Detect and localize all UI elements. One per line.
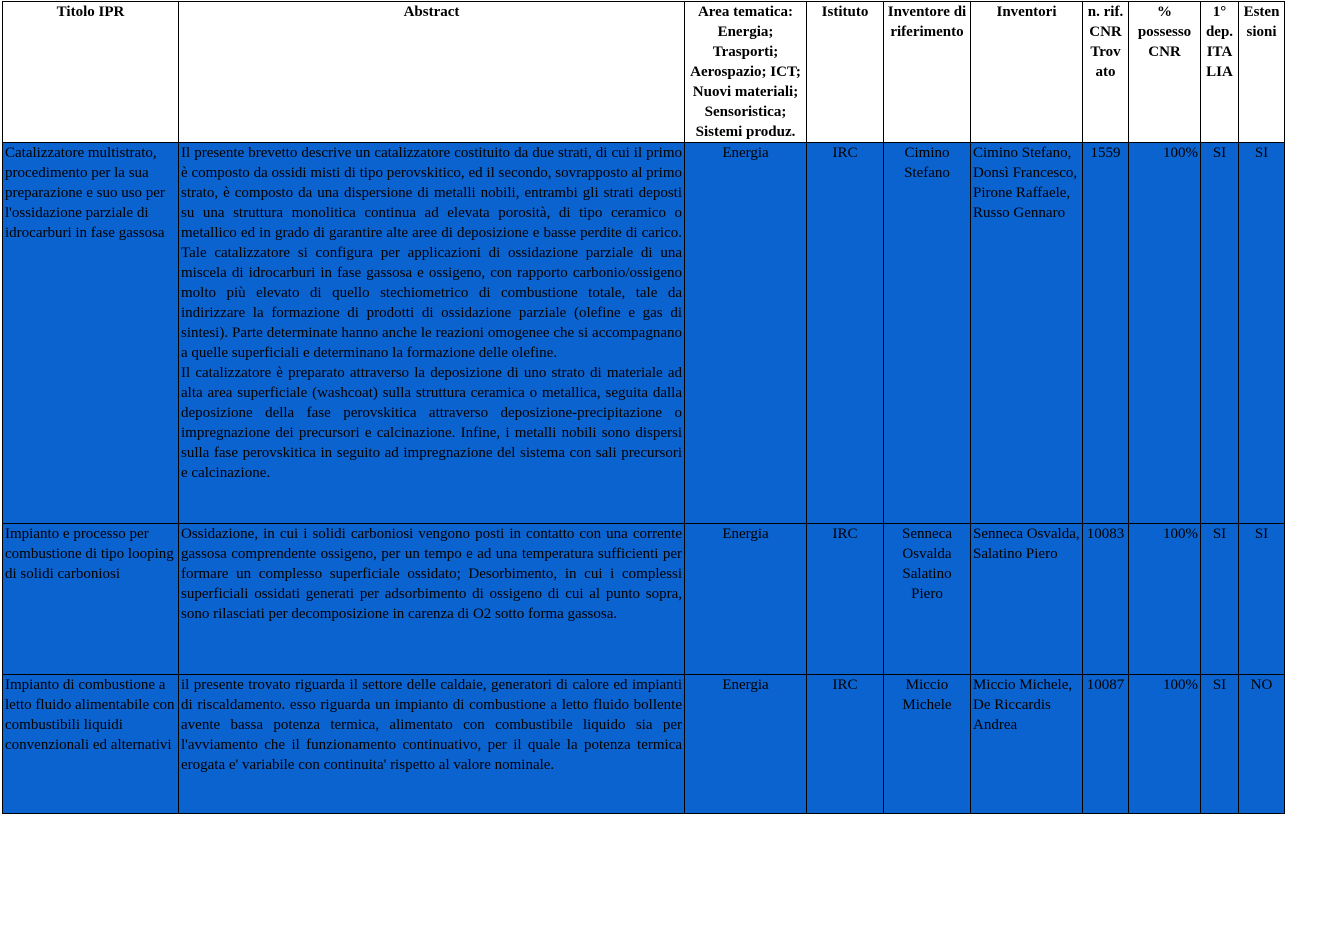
- table-row: [3, 524, 1285, 675]
- cell-estensioni[interactable]: NO: [1239, 675, 1285, 814]
- cell-inventori[interactable]: Cimino Stefano, Donsì Francesco, Pirone Raffaele, Russo Gennaro: [971, 143, 1083, 524]
- cell-primo-deposito[interactable]: SI: [1201, 675, 1239, 814]
- table-row: [3, 143, 1285, 524]
- header-n-rif[interactable]: n. rif. CNR Trov ato: [1083, 2, 1129, 143]
- header-possesso[interactable]: % possesso CNR: [1129, 2, 1201, 143]
- header-titolo[interactable]: Titolo IPR: [3, 2, 179, 143]
- abstract-paragraph: Ossidazione, in cui i solidi carboniosi vengono posti in contatto con una corrente gassosa comprendente ossigeno, per un tempo e ad una temperatura sufficienti per formare un complesso superficiale ossidato; Desorbimento, in cui i complessi superficiali ossidati generati per adsorbimento di ossigeno di cui al punto sopra, sono rilasciati per decomposizione in carenza di O2 sotto forma gassosa.: [181, 526, 682, 622]
- cell-titolo[interactable]: Impianto e processo per combustione di tipo looping di solidi carboniosi: [3, 524, 179, 675]
- cell-inventore-riferimento[interactable]: Senneca Osvalda Salatino Piero: [884, 524, 971, 675]
- cell-abstract[interactable]: [179, 143, 685, 524]
- cell-inventore-riferimento[interactable]: Cimino Stefano: [884, 143, 971, 524]
- spreadsheet-sheet: [2, 1, 1285, 814]
- cell-abstract[interactable]: [179, 524, 685, 675]
- cell-n-rif[interactable]: 1559: [1083, 143, 1129, 524]
- cell-primo-deposito[interactable]: SI: [1201, 524, 1239, 675]
- cell-titolo[interactable]: Impianto di combustione a letto fluido alimentabile con combustibili liquidi convenzionali ed alternativi: [3, 675, 179, 814]
- header-primo-deposito[interactable]: 1° dep. ITA LIA: [1201, 2, 1239, 143]
- header-inventori[interactable]: Inventori: [971, 2, 1083, 143]
- cell-istituto[interactable]: IRC: [807, 524, 884, 675]
- cell-estensioni[interactable]: SI: [1239, 524, 1285, 675]
- cell-inventori[interactable]: Miccio Michele, De Riccardis Andrea: [971, 675, 1083, 814]
- cell-primo-deposito[interactable]: SI: [1201, 143, 1239, 524]
- header-abstract[interactable]: Abstract: [179, 2, 685, 143]
- cell-istituto[interactable]: IRC: [807, 675, 884, 814]
- cell-inventori[interactable]: Senneca Osvalda, Salatino Piero: [971, 524, 1083, 675]
- table-row: [3, 675, 1285, 814]
- abstract-paragraph: il presente trovato riguarda il settore delle caldaie, generatori di calore ed impianti di riscaldamento. esso riguarda un impianto di combustione a letto fluido bollente avente bassa potenza termica, alimentato con combustibile liquido sia per l'avviamento che il funzionamento continuativo, per il quale la potenza termica erogata e' variabile con continuita' rispetto al valore nominale.: [181, 677, 682, 773]
- cell-estensioni[interactable]: SI: [1239, 143, 1285, 524]
- header-row: [3, 2, 1285, 143]
- cell-istituto[interactable]: IRC: [807, 143, 884, 524]
- abstract-paragraph: Il catalizzatore è preparato attraverso la deposizione di uno strato di materiale ad alta area superficiale (washcoat) sulla struttura ceramica o metallica, seguita dalla deposizione della fase perovskitica attraverso deposizione-precipitazione o impregnazione dei precursori e calcinazione. Infine, i metalli nobili sono dispersi sulla fase perovskitica in seguito ad impregnazione del sistema con sali precursori e calcinazione.: [181, 365, 682, 481]
- abstract-paragraph: Il presente brevetto descrive un catalizzatore costituito da due strati, di cui il primo è composto da ossidi misti di tipo perovskitico, ed il secondo, sovrapposto al primo strato, è composto da una dispersione di metalli nobili, entrambi gli strati deposti su una struttura monolitica continua ad elevata porosità, di tipo ceramico o metallico ed in grado di garantire alte aree di deposizione e basse perdite di carico. Tale catalizzatore si configura per applicazioni di ossidazione parziale di una miscela di idrocarburi in fase gassosa e ossigeno, con rapporto carbonio/ossigeno molto più elevato di quello stechiometrico di combustione totale, tale da indirizzare la formazione di prodotti di ossidazione parziale (olefine e gas di sintesi). Parte determinate hanno anche le reazioni omogenee che si accompagnano a quelle superficiali e determinano la formazione delle olefine.: [181, 145, 682, 361]
- header-estensioni[interactable]: Esten sioni: [1239, 2, 1285, 143]
- header-inventore-riferimento[interactable]: Inventore di riferimento: [884, 2, 971, 143]
- cell-area-tematica[interactable]: Energia: [685, 675, 807, 814]
- cell-titolo[interactable]: Catalizzatore multistrato, procedimento per la sua preparazione e suo uso per l'ossidazione parziale di idrocarburi in fase gassosa: [3, 143, 179, 524]
- cell-possesso[interactable]: 100%: [1129, 524, 1201, 675]
- cell-abstract[interactable]: [179, 675, 685, 814]
- cell-area-tematica[interactable]: Energia: [685, 524, 807, 675]
- cell-possesso[interactable]: 100%: [1129, 675, 1201, 814]
- cell-n-rif[interactable]: 10087: [1083, 675, 1129, 814]
- header-area-tematica[interactable]: Area tematica: Energia; Trasporti; Aerospazio; ICT; Nuovi materiali; Sensoristica; Sistemi produz.: [685, 2, 807, 143]
- ipr-table: [2, 1, 1285, 814]
- cell-possesso[interactable]: 100%: [1129, 143, 1201, 524]
- cell-n-rif[interactable]: 10083: [1083, 524, 1129, 675]
- cell-inventore-riferimento[interactable]: Miccio Michele: [884, 675, 971, 814]
- cell-area-tematica[interactable]: Energia: [685, 143, 807, 524]
- header-istituto[interactable]: Istituto: [807, 2, 884, 143]
